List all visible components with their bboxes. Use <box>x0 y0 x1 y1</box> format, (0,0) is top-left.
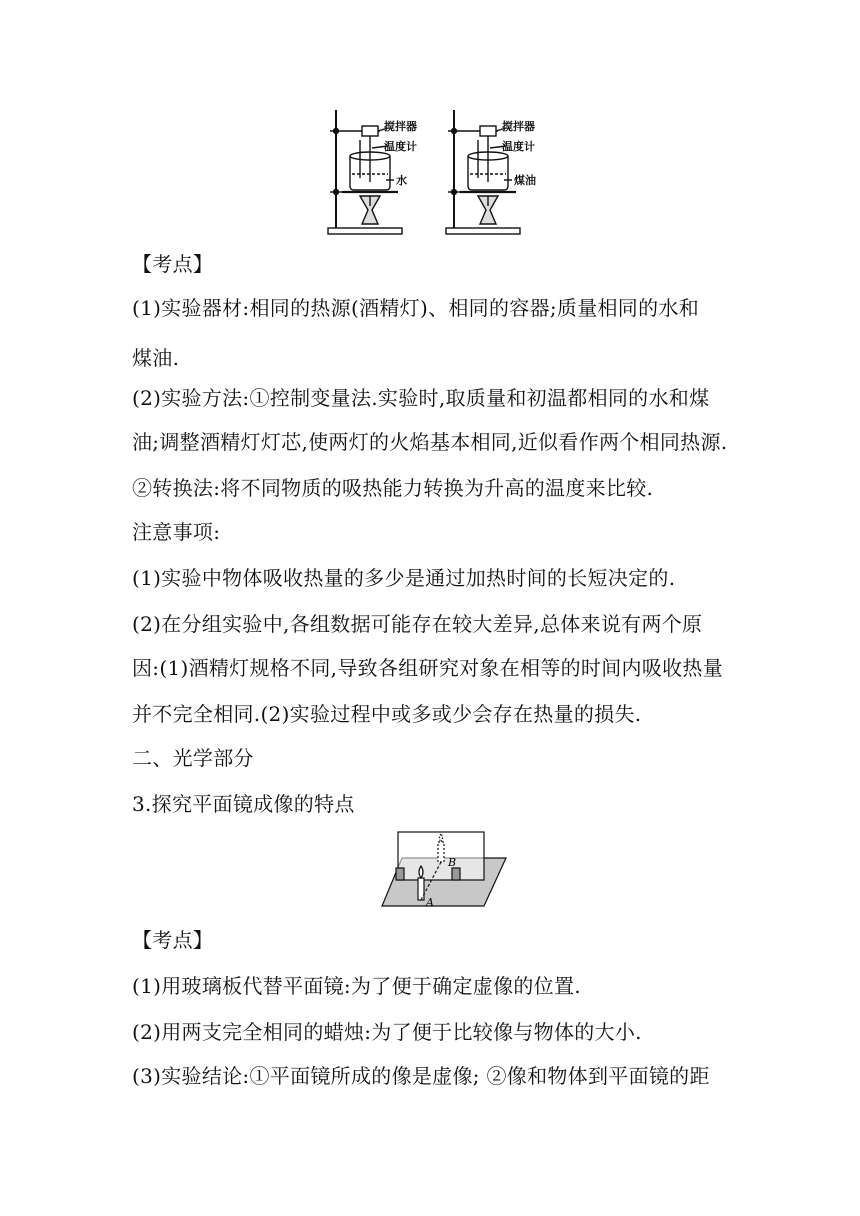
text-line: ②转换法:将不同物质的吸热能力转换为升高的温度来比较. <box>132 476 654 500</box>
label-kerosene: 煤油 <box>514 174 536 187</box>
label-stirrer-right: 搅拌器 <box>502 120 535 133</box>
heading-key-points-1: 【考点】 <box>132 252 214 276</box>
text-line: 注意事项: <box>132 520 221 544</box>
text-line: (3)实验结论:①平面镜所成的像是虚像; ②像和物体到平面镜的距 <box>132 1064 710 1088</box>
label-stirrer-left: 搅拌器 <box>384 120 417 133</box>
text-line: 油;调整酒精灯灯芯,使两灯的火焰基本相同,近似看作两个相同热源. <box>132 430 728 454</box>
label-thermometer-left: 温度计 <box>384 140 417 153</box>
text-line: (1)用玻璃板代替平面镜:为了便于确定虚像的位置. <box>132 974 581 998</box>
text-line: 因:(1)酒精灯规格不同,导致各组研究对象在相等的时间内吸收热量 <box>132 656 724 680</box>
plane-mirror-figure <box>378 828 508 910</box>
label-thermometer-right: 温度计 <box>502 140 535 153</box>
section-heading-optics: 二、光学部分 <box>132 746 254 770</box>
text-line: 并不完全相同.(2)实验过程中或多或少会存在热量的损失. <box>132 702 642 726</box>
subsection-heading-plane-mirror: 3.探究平面镜成像的特点 <box>132 792 355 816</box>
heading-key-points-2: 【考点】 <box>132 928 214 952</box>
label-candle-a: A <box>426 896 434 909</box>
text-line: (2)实验方法:①控制变量法.实验时,取质量和初温都相同的水和煤 <box>132 386 710 410</box>
label-water: 水 <box>396 174 407 187</box>
heating-apparatus-figure <box>320 100 550 240</box>
text-line: 煤油. <box>132 346 180 370</box>
label-candle-b: B <box>448 856 457 869</box>
text-line: (1)实验中物体吸收热量的多少是通过加热时间的长短决定的. <box>132 566 676 590</box>
text-line: (2)用两支完全相同的蜡烛:为了便于比较像与物体的大小. <box>132 1020 642 1044</box>
text-line: (2)在分组实验中,各组数据可能存在较大差异,总体来说有两个原 <box>132 612 703 636</box>
text-line: (1)实验器材:相同的热源(酒精灯)、相同的容器;质量相同的水和 <box>132 296 700 320</box>
